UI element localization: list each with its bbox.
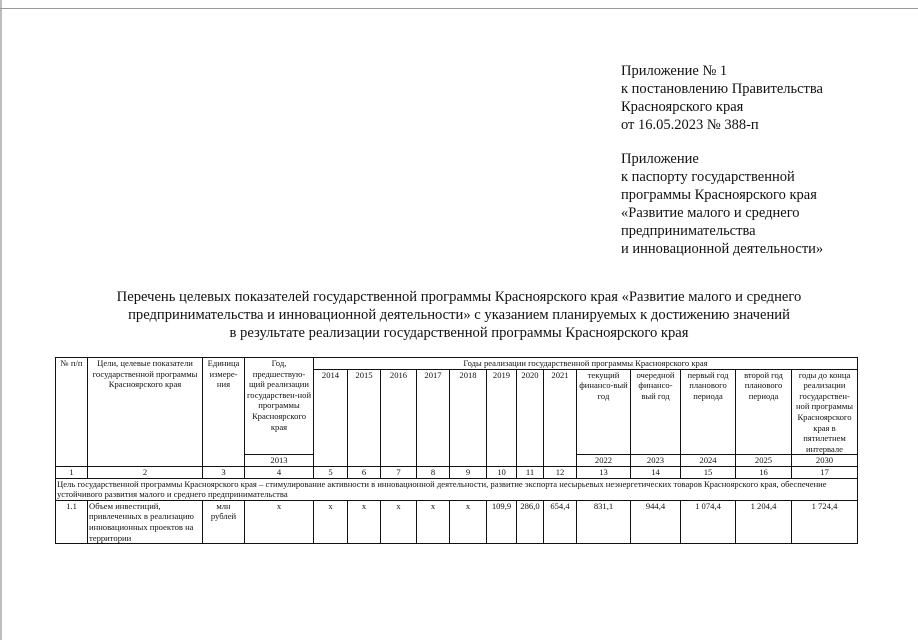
row-2018: х: [450, 500, 487, 543]
row-name: Объем инвестиций, привлеченных в реализацию инновационных проектов на территории: [88, 500, 203, 543]
appendix-2-line: программы Красноярского края: [621, 187, 817, 203]
col-number: 11: [517, 466, 544, 478]
col-number: 4: [245, 466, 314, 478]
header-2021: 2021: [544, 369, 577, 466]
row-2014: х: [314, 500, 348, 543]
appendix-1-line: к постановлению Правительства: [621, 81, 823, 97]
col-number: 2: [88, 466, 203, 478]
title-line: предпринимательства и инновационной деятельности» с указанием планируемых к достижению значений: [128, 307, 790, 323]
row-base: х: [245, 500, 314, 543]
goal-text: Цель государственной программы Красноярского края – стимулирование активности в инновационной деятельности, развитие экспорта несырьевых неэнергетических товаров Красноярского края, обеспечение устойчивого развития малого и среднего предпринимательства: [56, 478, 858, 500]
page-left-edge: [0, 0, 2, 640]
col-number: 3: [203, 466, 245, 478]
header-2014: 2014: [314, 369, 348, 466]
col-number: 8: [417, 466, 450, 478]
scan-top-border: [0, 8, 918, 9]
header-current: текущий финансо-вый год: [577, 369, 631, 455]
appendix-2-line: и инновационной деятельности»: [621, 241, 824, 257]
title-line: в результате реализации государственной программы Красноярского края: [229, 325, 689, 341]
row-2017: х: [417, 500, 450, 543]
header-first: первый год планового периода: [681, 369, 736, 455]
col-number: 1: [56, 466, 88, 478]
col-number: 14: [631, 466, 681, 478]
row-2019: 109,9: [487, 500, 517, 543]
row-2020: 286,0: [517, 500, 544, 543]
col-number: 13: [577, 466, 631, 478]
row-2025: 1 204,4: [736, 500, 792, 543]
appendix-2-line: Приложение: [621, 151, 699, 167]
year-current: 2022: [577, 455, 631, 467]
indicators-table: [55, 357, 858, 544]
year-first: 2024: [681, 455, 736, 467]
col-number: 17: [792, 466, 858, 478]
table-header-row: [56, 358, 858, 370]
appendix-1-line: Приложение № 1: [621, 63, 728, 79]
header-2015: 2015: [348, 369, 381, 466]
row-2024: 1 074,4: [681, 500, 736, 543]
header-2019: 2019: [487, 369, 517, 466]
appendix-2-line: к паспорту государственной: [621, 169, 795, 185]
row-unit: млн рублей: [203, 500, 245, 543]
year-second: 2025: [736, 455, 792, 467]
header-second: второй год планового периода: [736, 369, 792, 455]
appendix-2-line: предпринимательства: [621, 223, 756, 239]
row-2021: 654,4: [544, 500, 577, 543]
col-number: 16: [736, 466, 792, 478]
appendix-1-block: [621, 62, 823, 134]
table-row: [56, 500, 858, 543]
year-until-end: 2030: [792, 455, 858, 467]
header-num: № п/п: [56, 358, 88, 467]
header-2016: 2016: [381, 369, 417, 466]
col-number: 12: [544, 466, 577, 478]
header-2018: 2018: [450, 369, 487, 466]
header-goals: Цели, целевые показатели государственной программы Красноярского края: [88, 358, 203, 467]
row-2016: х: [381, 500, 417, 543]
col-number: 10: [487, 466, 517, 478]
col-number: 6: [348, 466, 381, 478]
col-number: 9: [450, 466, 487, 478]
header-next: очередной финансо-вый год: [631, 369, 681, 455]
column-numbers-row: [56, 466, 858, 478]
row-2015: х: [348, 500, 381, 543]
row-2022: 831,1: [577, 500, 631, 543]
header-base-year: Год, предшествую-щий реализации государствен-ной программы Красноярского края: [245, 358, 314, 455]
goal-row: [56, 478, 858, 500]
row-2030: 1 724,4: [792, 500, 858, 543]
year-next: 2023: [631, 455, 681, 467]
appendix-1-line: Красноярского края: [621, 99, 744, 115]
col-number: 15: [681, 466, 736, 478]
appendix-2-block: [621, 150, 823, 258]
title-line: Перечень целевых показателей государственной программы Красноярского края «Развитие малого и среднего: [116, 289, 802, 305]
col-number: 5: [314, 466, 348, 478]
header-2020: 2020: [517, 369, 544, 466]
appendix-1-line: от 16.05.2023 № 388-п: [621, 117, 759, 133]
row-2023: 944,4: [631, 500, 681, 543]
document-title: [40, 288, 878, 342]
header-unit: Единица измере-ния: [203, 358, 245, 467]
header-2017: 2017: [417, 369, 450, 466]
header-until-end: годы до конца реализации государствен-ной программы Красноярского края в пятилетнем интервале: [792, 369, 858, 455]
year-base: 2013: [245, 455, 314, 467]
header-years-group: Годы реализации государственной программы Красноярского края: [314, 358, 858, 370]
col-number: 7: [381, 466, 417, 478]
appendix-2-line: «Развитие малого и среднего: [621, 205, 800, 221]
row-num: 1.1: [56, 500, 88, 543]
